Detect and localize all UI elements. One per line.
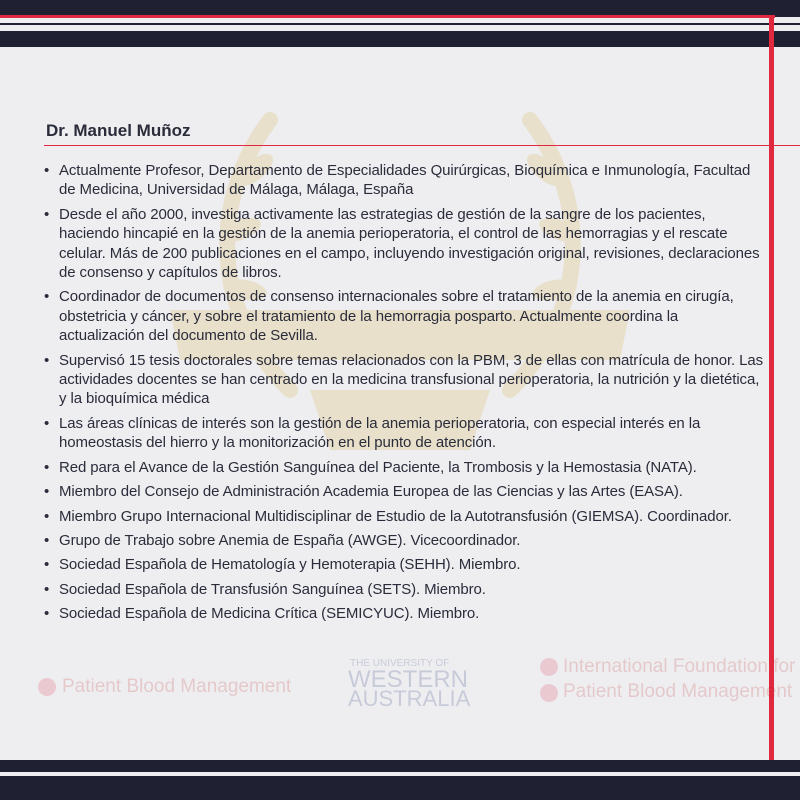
list-item-text: Sociedad Española de Transfusión Sanguínea (SETS). Miembro. bbox=[59, 580, 486, 598]
list-item-text: Actualmente Profesor, Departamento de Especialidades Quirúrgicas, Bioquímica e Inmunología, Facultad de Medicina, Universidad de Málaga, Málaga, España bbox=[59, 162, 751, 199]
bullet-icon: • bbox=[44, 556, 50, 574]
list-item-text: Red para el Avance de la Gestión Sanguínea del Paciente, la Trombosis y la Hemostasia (NATA). bbox=[59, 458, 697, 476]
bullet-icon: • bbox=[44, 531, 50, 549]
ifpbm-logo-dot-1-icon bbox=[540, 658, 558, 676]
list-item bbox=[44, 161, 766, 200]
bullet-icon: • bbox=[44, 458, 50, 476]
bullet-icon: • bbox=[44, 580, 50, 598]
left-logo-text: Patient Blood Management bbox=[62, 676, 292, 697]
list-item-text: Grupo de Trabajo sobre Anemia de España (AWGE). Vicecoordinador. bbox=[59, 531, 521, 549]
bullet-icon: • bbox=[44, 483, 50, 501]
bullet-icon: • bbox=[44, 414, 50, 432]
bullet-icon: • bbox=[44, 351, 50, 369]
right-logo-text-2: Patient Blood Management bbox=[563, 681, 793, 702]
list-item bbox=[44, 507, 766, 526]
list-item bbox=[44, 604, 766, 623]
right-logo-text-1: International Foundation for bbox=[563, 656, 796, 677]
list-item bbox=[44, 580, 766, 599]
doctor-name: Dr. Manuel Muñoz bbox=[46, 121, 191, 140]
bio-list bbox=[44, 161, 766, 629]
list-item-text: Sociedad Española de Hematología y Hemoterapia (SEHH). Miembro. bbox=[59, 556, 521, 574]
center-logo-top: THE UNIVERSITY OF bbox=[350, 658, 450, 669]
list-item-text: Sociedad Española de Medicina Crítica (SEMICYUC). Miembro. bbox=[59, 605, 480, 623]
bottom-band bbox=[0, 760, 800, 800]
list-item bbox=[44, 351, 766, 409]
list-item-text: Las áreas clínicas de interés son la gestión de la anemia perioperatoria, con especial interés en la homeostasis del hierro y la monitorización en el punto de atención. bbox=[59, 414, 701, 452]
list-item-text: Desde el año 2000, investiga activamente las estrategias de gestión de la sangre de los pacientes, haciendo hincapié en la gestión de la anemia perioperatoria, el control de las hemorragias y el rescate celular. Más de 200 publicaciones en el campo, incluyendo investigación original, revisiones, declaraciones de consenso y capítulos de libros. bbox=[59, 205, 760, 282]
list-item-text: Miembro del Consejo de Administración Academia Europea de las Ciencias y las Artes (EASA). bbox=[59, 483, 683, 501]
ifpbm-logo-dot-2-icon bbox=[540, 684, 558, 702]
list-item bbox=[44, 287, 766, 345]
bullet-icon: • bbox=[44, 605, 50, 623]
bullet-icon: • bbox=[44, 205, 50, 223]
top-band-line bbox=[0, 23, 800, 25]
list-item bbox=[44, 555, 766, 574]
red-frame-top bbox=[0, 15, 775, 18]
pbm-logo-dot-icon bbox=[38, 678, 56, 696]
list-item-text: Coordinador de documentos de consenso internacionales sobre el tratamiento de la anemia en cirugía, obstetricia y cáncer, y sobre el tratamiento de la hemorragia posparto. Actualmente coordina la actualización del documento de Sevilla. bbox=[59, 288, 734, 345]
list-item bbox=[44, 482, 766, 501]
list-item bbox=[44, 458, 766, 477]
bullet-icon: • bbox=[44, 507, 50, 525]
bullet-icon: • bbox=[44, 288, 50, 306]
list-item-text: Supervisó 15 tesis doctorales sobre temas relacionados con la PBM, 3 de ellas con matrícula de honor. Las actividades docentes se han centrado en la medicina transfusional perioperatoria, la nutrición y la dietética, y la bioquímica médica bbox=[59, 351, 764, 408]
list-item bbox=[44, 531, 766, 550]
name-underline bbox=[44, 145, 800, 146]
list-item bbox=[44, 205, 766, 283]
list-item bbox=[44, 414, 766, 453]
bottom-band-stripe bbox=[0, 772, 800, 776]
center-logo-main-1: WESTERN bbox=[348, 666, 468, 693]
list-item-text: Miembro Grupo Internacional Multidisciplinar de Estudio de la Autotransfusión (GIEMSA). Coordinador. bbox=[59, 507, 732, 525]
bullet-icon: • bbox=[44, 162, 50, 179]
partner-logos-watermark bbox=[0, 640, 800, 711]
center-logo-main-2: AUSTRALIA bbox=[348, 686, 471, 711]
